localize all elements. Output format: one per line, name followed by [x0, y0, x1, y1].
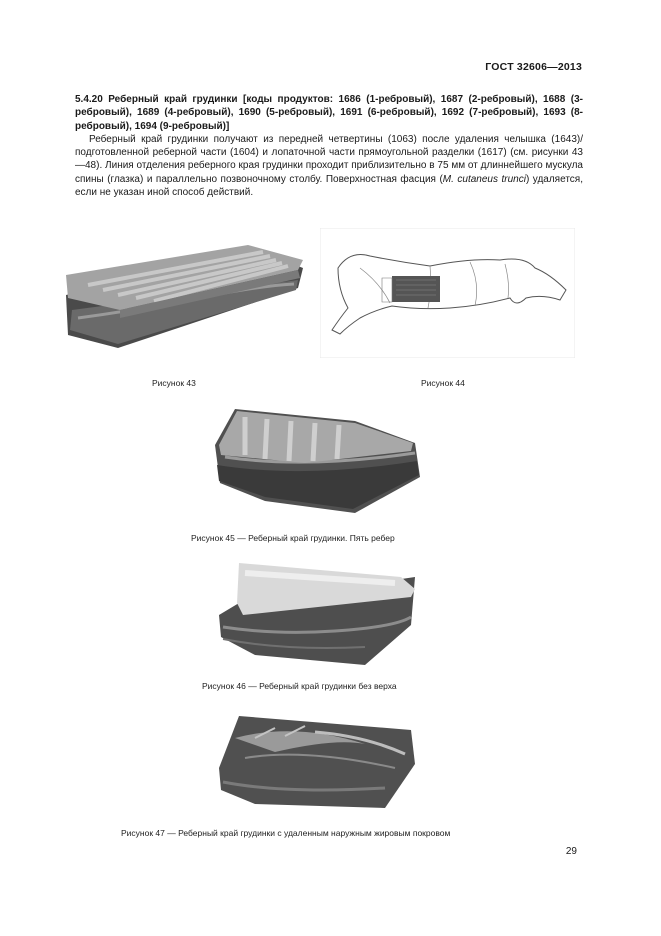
body-text-part2: ) удаляется, если не указан иной способ действий.: [75, 173, 583, 199]
figure-46-photo: [215, 555, 420, 670]
body-text-part1: Реберный край грудинки получают из передней четвертины (1063) после удаления челышка (1643)/подготовленной реберной части (1604) и лопаточной части прямоугольной разделки (1617) (см. рисунки 43—48). Линия отделения реберного края грудинки проходит приблизительно в 75 мм от длиннейшего мускула спины (глазка) и параллельно позвоночному столбу. Поверхностная фасция (: [75, 133, 583, 185]
figure-46-caption: Рисунок 46 — Реберный край грудинки без верха: [202, 681, 397, 691]
document-code: ГОСТ 32606—2013: [485, 61, 582, 73]
figure-43-caption: Рисунок 43: [152, 378, 196, 388]
section-title: 5.4.20 Реберный край грудинки [коды продуктов: 1686 (1-ребровый), 1687 (2-ребровый), 1688 (3-ребровый), 1689 (4-ребровый), 1690 (5-ребровый), 1691 (6-ребровый), 1692 (7-ребровый), 1693 (8-ребровый), 1694 (9-ребровый)]: [75, 94, 583, 132]
figure-45-photo: [205, 405, 430, 517]
figure-45-caption: Рисунок 45 — Реберный край грудинки. Пять ребер: [191, 533, 395, 543]
figure-47-photo: [215, 708, 415, 813]
figure-47-caption: Рисунок 47 — Реберный край грудинки с удаленным наружным жировым покровом: [121, 828, 451, 838]
page-number: 29: [565, 846, 577, 857]
figure-43-photo: [58, 240, 308, 360]
section-body: [75, 133, 583, 199]
figure-44-caption: Рисунок 44: [421, 378, 465, 388]
figure-44-carcass-diagram: [320, 228, 575, 358]
body-latin-term: M. cutaneus trunci: [442, 173, 526, 185]
section-5-4-20: [75, 93, 583, 199]
